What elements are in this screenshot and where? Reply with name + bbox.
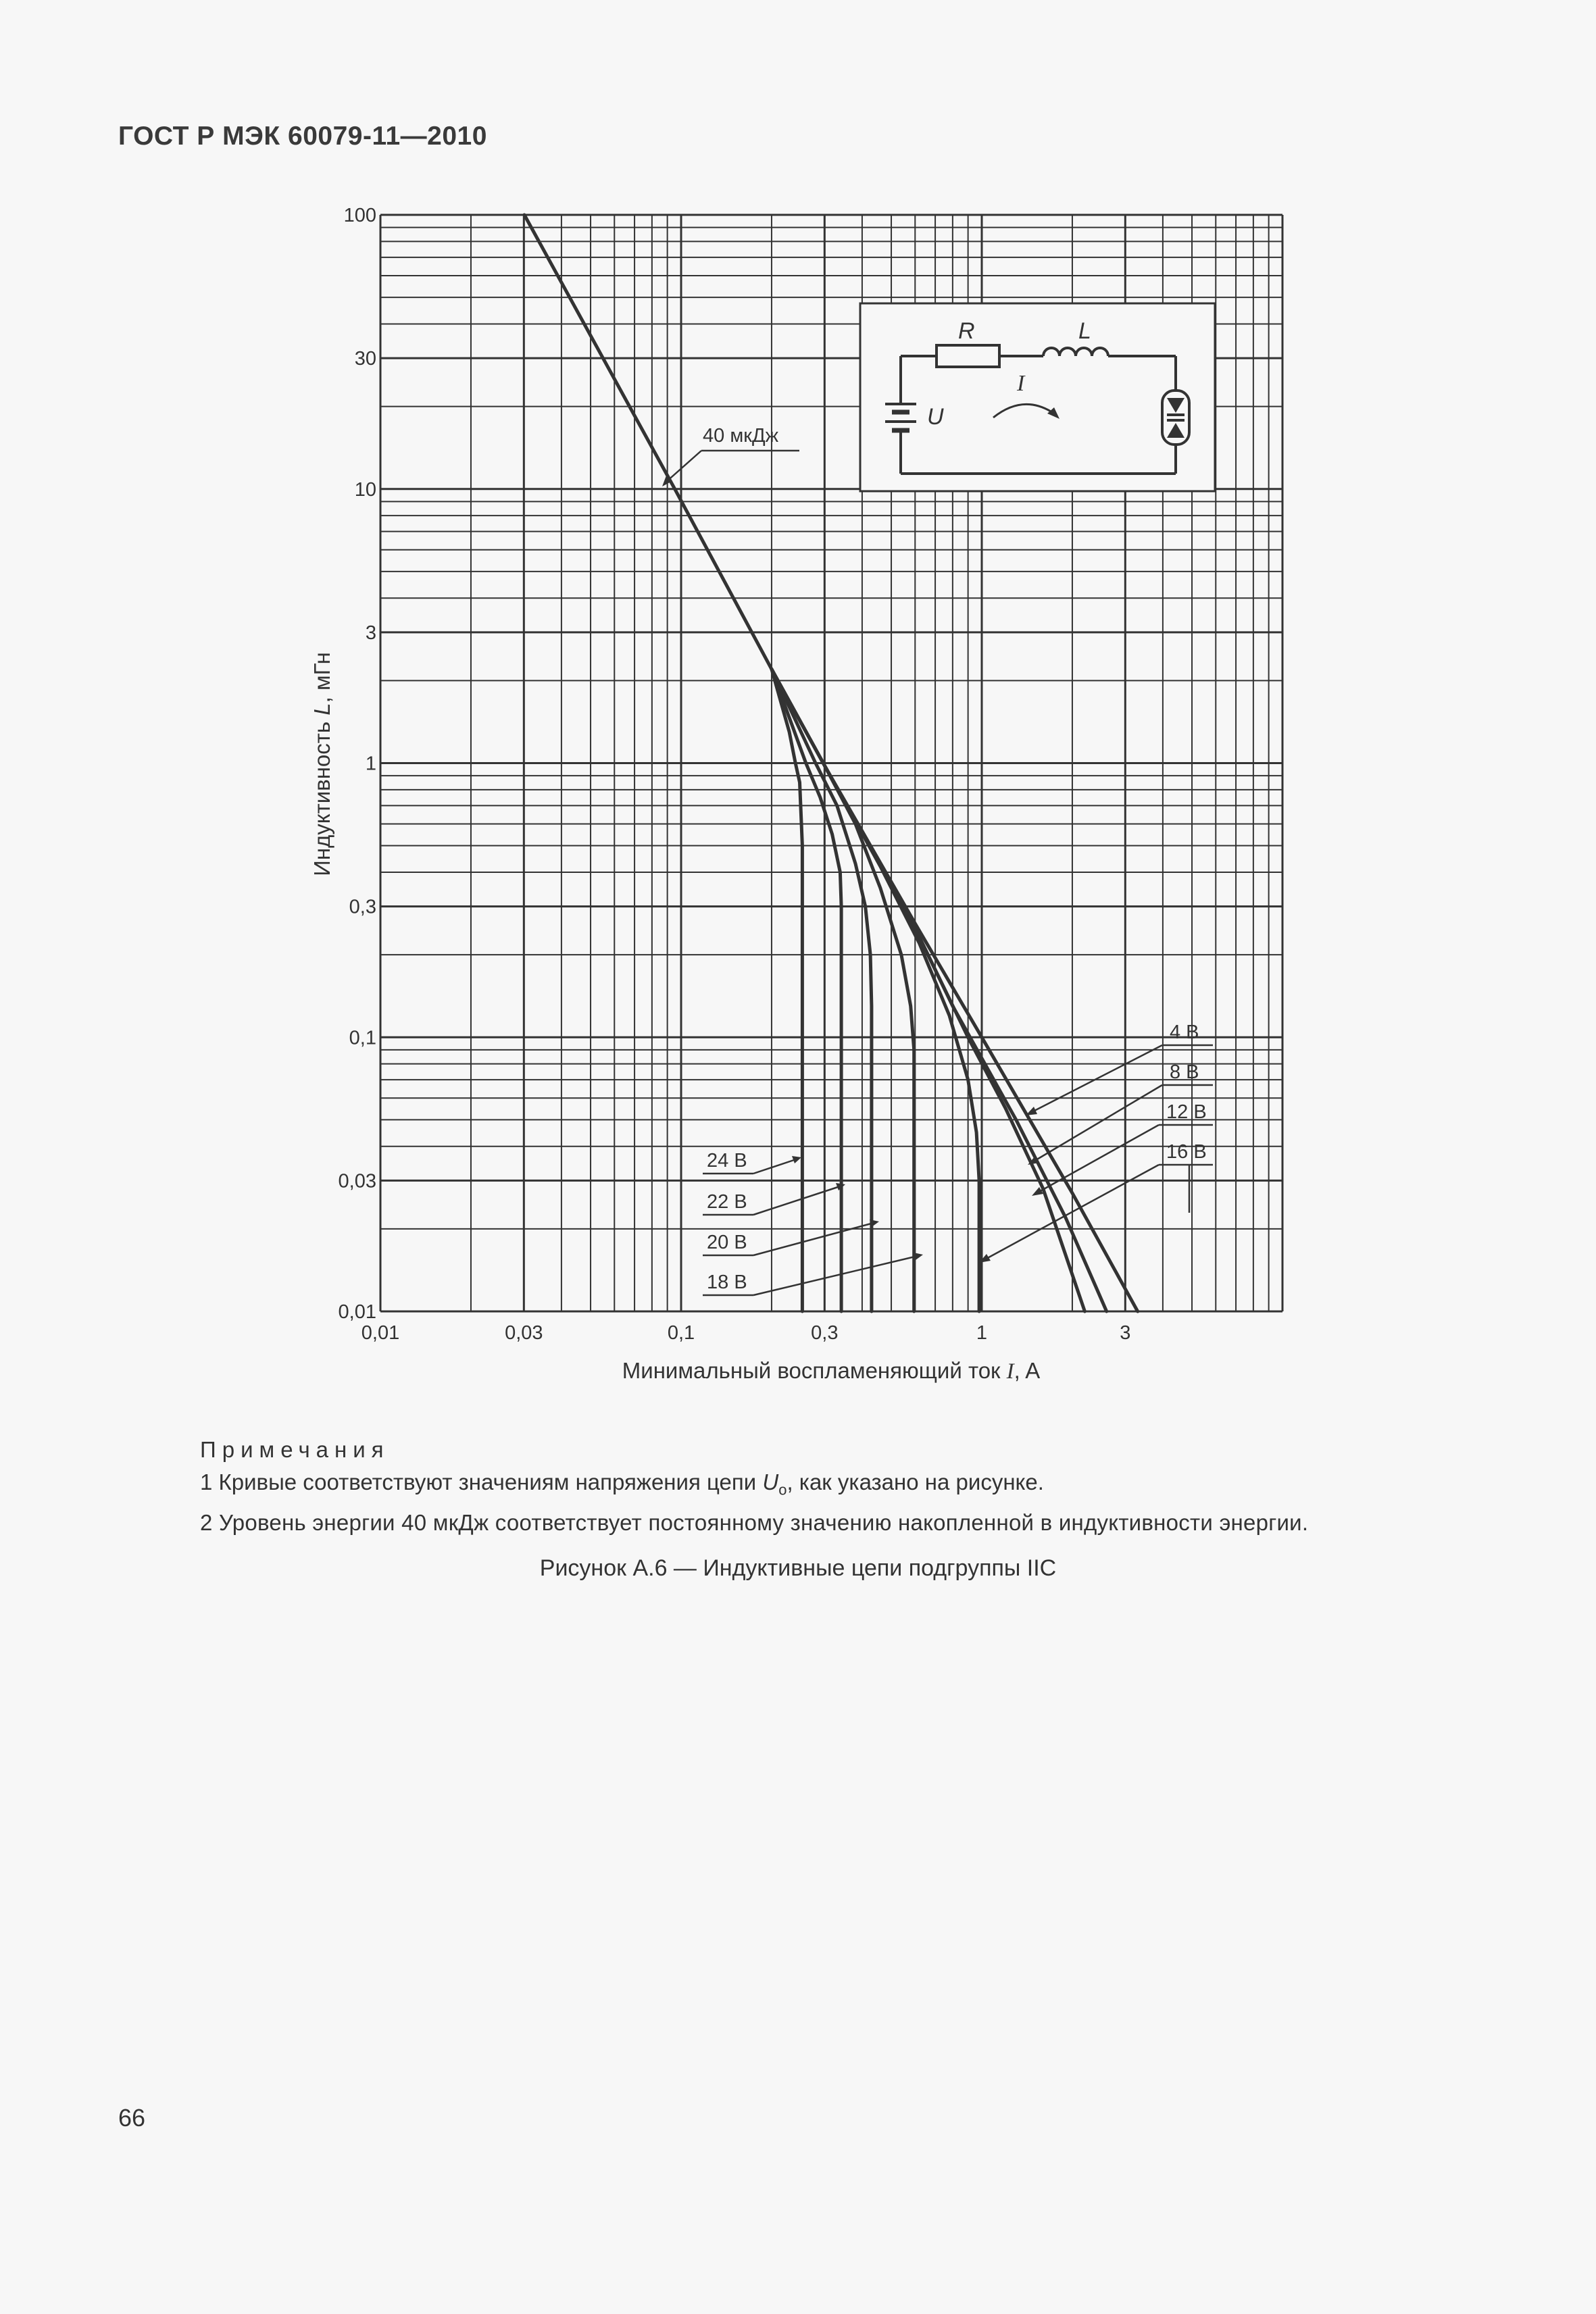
y-tick-label: 0,01 bbox=[338, 1301, 376, 1323]
label-18v-group bbox=[703, 1253, 923, 1295]
notes-block bbox=[200, 1434, 1308, 1539]
series-line bbox=[772, 670, 802, 1311]
x-tick-label: 3 bbox=[1120, 1322, 1131, 1344]
x-tick-label: 0,01 bbox=[361, 1322, 400, 1344]
resistor-label: R bbox=[958, 318, 975, 344]
x-tick-label: 0,03 bbox=[505, 1322, 543, 1344]
y-tick-label: 3 bbox=[365, 622, 376, 644]
document-title: ГОСТ Р МЭК 60079-11—2010 bbox=[118, 122, 487, 151]
note-1-before: 1 Кривые соответствуют значениям напряжения цепи bbox=[200, 1469, 763, 1494]
label-18v: 18 В bbox=[707, 1272, 747, 1293]
y-tick-label: 100 bbox=[343, 205, 376, 226]
y-tick-label: 0,03 bbox=[338, 1170, 376, 1192]
energy-label: 40 мкДж bbox=[703, 425, 778, 447]
figure-caption: Рисунок А.6 — Индуктивные цепи подгруппы IIC bbox=[539, 1555, 1057, 1581]
x-axis-label-text: Минимальный воспламеняющий ток bbox=[622, 1358, 1007, 1383]
note-2: 2 Уровень энергии 40 мкДж соответствует постоянному значению накопленной в индуктивности энергии. bbox=[200, 1509, 1309, 1535]
y-tick-label: 0,1 bbox=[349, 1027, 376, 1049]
series-line bbox=[772, 670, 1138, 1311]
label-24v: 24 В bbox=[707, 1150, 747, 1172]
label-20v-group bbox=[703, 1219, 879, 1255]
y-tick-label: 10 bbox=[354, 478, 376, 501]
x-tick-label: 0,3 bbox=[811, 1322, 839, 1344]
y-axis-label-text: Индуктивность bbox=[309, 715, 334, 876]
y-axis-label-unit: , мГн bbox=[309, 652, 334, 703]
note-1 bbox=[200, 1466, 1308, 1507]
x-tick-label: 1 bbox=[976, 1322, 988, 1344]
y-tick-label: 1 bbox=[365, 753, 376, 775]
x-axis-label bbox=[622, 1358, 1040, 1384]
label-22v: 22 В bbox=[707, 1191, 747, 1213]
x-axis-label-var: I bbox=[1006, 1359, 1014, 1384]
y-axis-label bbox=[309, 652, 334, 876]
note-1-sub: o bbox=[778, 1481, 787, 1499]
label-20v: 20 В bbox=[707, 1232, 747, 1253]
label-12v: 12 В bbox=[1166, 1101, 1207, 1123]
energy-annotation bbox=[662, 425, 799, 486]
label-16v: 16 В bbox=[1166, 1141, 1207, 1163]
note-1-after: , как указано на рисунке. bbox=[787, 1469, 1044, 1494]
series-line bbox=[772, 670, 872, 1311]
y-axis-label-var: L bbox=[309, 703, 334, 715]
x-tick-label: 0,1 bbox=[667, 1322, 695, 1344]
voltage-label: U bbox=[927, 404, 944, 430]
inductor-label: L bbox=[1078, 318, 1091, 344]
current-label: I bbox=[1017, 371, 1025, 396]
label-24v-group bbox=[703, 1150, 801, 1174]
note-1-var: U bbox=[762, 1469, 779, 1494]
page-number: 66 bbox=[118, 2104, 146, 2132]
label-8v: 8 В bbox=[1170, 1061, 1199, 1083]
circuit-diagram bbox=[860, 303, 1215, 491]
x-axis-label-unit: , A bbox=[1014, 1358, 1041, 1383]
notes-title: Примечания bbox=[200, 1437, 390, 1462]
y-tick-label: 0,3 bbox=[349, 896, 376, 918]
series-line bbox=[772, 670, 841, 1311]
label-4v: 4 В bbox=[1170, 1022, 1199, 1043]
y-tick-label: 30 bbox=[354, 348, 376, 370]
